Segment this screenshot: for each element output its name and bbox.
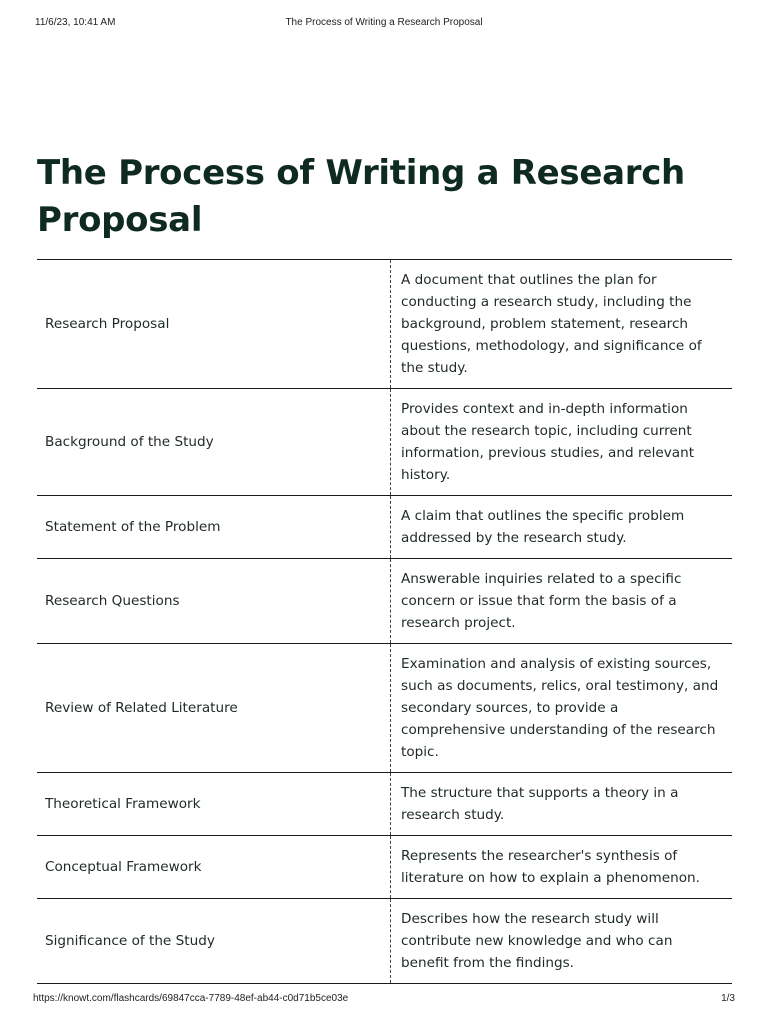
flashcard-row bbox=[37, 496, 732, 559]
flashcard-term: Statement of the Problem bbox=[37, 496, 391, 559]
flashcard-term: Background of the Study bbox=[37, 389, 391, 496]
flashcard-term: Significance of the Study bbox=[37, 899, 391, 984]
flashcard-row bbox=[37, 559, 732, 644]
flashcard-row bbox=[37, 836, 732, 899]
page-title: The Process of Writing a Research Proposal bbox=[37, 153, 685, 240]
page-url[interactable]: https://knowt.com/flashcards/69847cca-7789-48ef-ab44-c0d71b5ce03e bbox=[33, 993, 349, 1004]
flashcard-row bbox=[37, 260, 732, 389]
print-header bbox=[35, 17, 733, 31]
flashcard-term: Conceptual Framework bbox=[37, 836, 391, 899]
page-number: 1/3 bbox=[721, 993, 735, 1004]
flashcard-definition: Answerable inquiries related to a specific concern or issue that form the basis of a research project. bbox=[391, 559, 733, 644]
flashcard-definition: The structure that supports a theory in a research study. bbox=[391, 773, 733, 836]
flashcard-row bbox=[37, 644, 732, 773]
flashcard-definition: Provides context and in-depth information about the research topic, including current information, previous studies, and relevant history. bbox=[391, 389, 733, 496]
flashcard-definition: Describes how the research study will contribute new knowledge and who can benefit from the findings. bbox=[391, 899, 733, 984]
flashcard-term: Theoretical Framework bbox=[37, 773, 391, 836]
flashcard-definition: A claim that outlines the specific problem addressed by the research study. bbox=[391, 496, 733, 559]
flashcard-row bbox=[37, 389, 732, 496]
flashcard-definition: Represents the researcher's synthesis of literature on how to explain a phenomenon. bbox=[391, 836, 733, 899]
flashcard-definition: Examination and analysis of existing sources, such as documents, relics, oral testimony, and secondary sources, to provide a comprehensive understanding of the research topic. bbox=[391, 644, 733, 773]
print-document-title: The Process of Writing a Research Proposal bbox=[285, 17, 483, 28]
flashcard-term: Research Proposal bbox=[37, 260, 391, 389]
print-datetime: 11/6/23, 10:41 AM bbox=[35, 17, 116, 28]
print-footer bbox=[33, 993, 735, 1007]
flashcard-definition: A document that outlines the plan for conducting a research study, including the background, problem statement, research questions, methodology, and significance of the study. bbox=[391, 260, 733, 389]
flashcard-row bbox=[37, 773, 732, 836]
flashcard-row bbox=[37, 899, 732, 984]
flashcard-term: Research Questions bbox=[37, 559, 391, 644]
flashcards-table bbox=[37, 259, 732, 984]
flashcard-term: Review of Related Literature bbox=[37, 644, 391, 773]
